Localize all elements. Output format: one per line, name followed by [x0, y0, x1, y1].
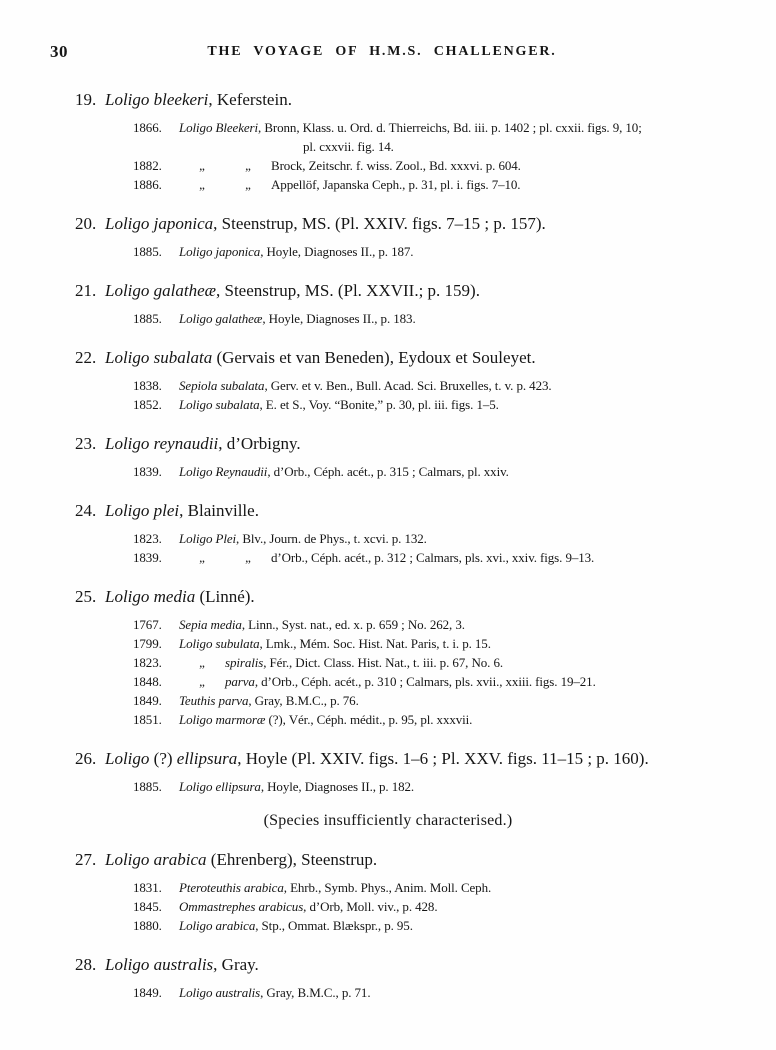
synonymy-list [0, 309, 776, 328]
entry-title [105, 348, 536, 367]
citation-body [179, 712, 472, 727]
citation-year: 1799. [133, 636, 162, 651]
entry-number: 28. [75, 955, 97, 974]
citation-body [303, 139, 394, 154]
species-list [0, 88, 776, 1002]
citation-year: 1839. [133, 464, 162, 479]
citation-year: 1849. [133, 985, 162, 1000]
text-segment: Brock, Zeitschr. f. wiss. Zool., Bd. xxxvi. p. 604. [271, 158, 521, 173]
text-segment: d’Orb., Céph. acét., p. 312 ; Calmars, pls. xvi., xxiv. figs. 9–13. [271, 550, 595, 565]
citation-row [0, 395, 776, 414]
page-number: 30 [50, 42, 68, 61]
species-name: Loligo [105, 749, 150, 768]
text-segment: , d’Orb, Moll. viv., p. 428. [303, 899, 438, 914]
text-segment: , Bronn, Klass. u. Ord. d. Thierreichs, Bd. iii. p. 1402 ; pl. cxxii. figs. 9, 10; [258, 120, 642, 135]
text-segment: (Linné). [195, 587, 255, 606]
synonymy-list [0, 376, 776, 414]
citation-body [179, 311, 416, 326]
text-segment: , Blainville. [179, 501, 259, 520]
entry-title [105, 501, 259, 520]
text-segment: , Fér., Dict. Class. Hist. Nat., t. iii. p. 67, No. 6. [263, 655, 504, 670]
citation-year: 1885. [133, 244, 162, 259]
entry-number: 27. [75, 850, 97, 869]
citation-row [0, 529, 776, 548]
citation-body [179, 880, 491, 895]
citation-row [0, 462, 776, 481]
ditto-mark: „ [199, 158, 205, 173]
text-segment: , d’Orbigny. [218, 434, 301, 453]
citation-year: 1849. [133, 693, 162, 708]
citation-year: 1885. [133, 311, 162, 326]
entry-heading [0, 848, 776, 871]
page-header [0, 0, 776, 64]
citation-body [179, 693, 359, 708]
text-segment: Appellöf, Japanska Ceph., p. 31, pl. i. figs. 7–10. [271, 177, 521, 192]
citation-row [0, 897, 776, 916]
species-name: spiralis [225, 655, 264, 670]
citation-row [0, 175, 776, 194]
species-entry-19 [0, 88, 776, 194]
text-segment: , Gerv. et v. Ben., Bull. Acad. Sci. Bruxelles, t. v. p. 423. [264, 378, 552, 393]
citation-year: 1848. [133, 674, 162, 689]
citation-body [179, 550, 594, 565]
citation-body [179, 985, 370, 1000]
citation-year: 1831. [133, 880, 162, 895]
species-name: Sepiola subalata [179, 378, 265, 393]
text-segment: pl. cxxvii. fig. 14. [303, 139, 394, 154]
text-segment: , d’Orb., Céph. acét., p. 310 ; Calmars, pls. xvii., xxiii. figs. 19–21. [254, 674, 596, 689]
species-name: Ommastrephes arabicus [179, 899, 304, 914]
species-name: Loligo subalata [105, 348, 213, 367]
text-segment: , Steenstrup, MS. (Pl. XXIV. figs. 7–15 ; p. 157). [213, 214, 546, 233]
species-entry-26 [0, 747, 776, 796]
species-name: Loligo bleekeri [105, 90, 209, 109]
entry-title [105, 281, 480, 300]
citation-row [0, 242, 776, 261]
entry-heading [0, 212, 776, 235]
text-segment: (?), Vér., Céph. médit., p. 95, pl. xxxvii. [265, 712, 473, 727]
citation-row [0, 710, 776, 729]
synonymy-list [0, 878, 776, 935]
citation-row [0, 983, 776, 1002]
synonymy-list [0, 615, 776, 729]
entry-number: 19. [75, 90, 97, 109]
species-entry-28 [0, 953, 776, 1002]
species-name: Loligo japonica [179, 244, 261, 259]
citation-year: 1839. [133, 550, 162, 565]
text-segment: , Keferstein. [208, 90, 292, 109]
species-name: Loligo australis [105, 955, 214, 974]
citation-body [179, 378, 552, 393]
entry-heading [0, 747, 776, 770]
species-entry-24 [0, 499, 776, 567]
entry-title [105, 587, 255, 606]
species-name: Loligo plei [105, 501, 180, 520]
species-name: Loligo japonica [105, 214, 214, 233]
citation-row [0, 634, 776, 653]
citation-row [0, 653, 776, 672]
text-segment: , Hoyle, Diagnoses II., p. 187. [260, 244, 414, 259]
species-entry-25 [0, 585, 776, 729]
text-segment: , Gray, B.M.C., p. 71. [260, 985, 371, 1000]
entry-heading [0, 953, 776, 976]
citation-year: 1886. [133, 177, 162, 192]
entry-number: 21. [75, 281, 97, 300]
section-note: (Species insufficiently characterised.) [263, 812, 513, 829]
species-name: Loligo ellipsura [179, 779, 261, 794]
citation-row [0, 548, 776, 567]
citation-body [179, 655, 503, 670]
citation-body [179, 899, 437, 914]
entry-heading [0, 432, 776, 455]
text-segment: , Gray, B.M.C., p. 76. [248, 693, 359, 708]
citation-year: 1851. [133, 712, 162, 727]
citation-year: 1866. [133, 120, 162, 135]
entry-number: 20. [75, 214, 97, 233]
synonymy-list [0, 242, 776, 261]
citation-year: 1823. [133, 655, 162, 670]
species-name: Loligo marmoræ [179, 712, 266, 727]
species-name: Loligo galatheæ [179, 311, 263, 326]
citation-body [179, 779, 414, 794]
ditto-mark: „ [245, 550, 251, 565]
synonymy-list [0, 529, 776, 567]
synonymy-list [0, 777, 776, 796]
ditto-mark: „ [245, 158, 251, 173]
text-segment: (Gervais et van Beneden), Eydoux et Souleyet. [212, 348, 536, 367]
ditto-mark: „ [199, 674, 205, 689]
citation-year: 1885. [133, 779, 162, 794]
citation-row [0, 118, 776, 137]
entry-number: 23. [75, 434, 97, 453]
citation-year: 1880. [133, 918, 162, 933]
citation-continuation [0, 137, 776, 156]
ditto-mark: „ [199, 655, 205, 670]
entry-heading [0, 499, 776, 522]
text-segment: , E. et S., Voy. “Bonite,” p. 30, pl. iii. figs. 1–5. [259, 397, 499, 412]
citation-year: 1767. [133, 617, 162, 632]
citation-row [0, 376, 776, 395]
text-segment: , Hoyle (Pl. XXIV. figs. 1–6 ; Pl. XXV. figs. 11–15 ; p. 160). [237, 749, 649, 768]
citation-row [0, 777, 776, 796]
species-name: Loligo australis [179, 985, 261, 1000]
species-name: parva [225, 674, 255, 689]
species-entry-21 [0, 279, 776, 328]
text-segment: , Blv., Journ. de Phys., t. xcvi. p. 132. [236, 531, 427, 546]
citation-row [0, 615, 776, 634]
species-name: Loligo media [105, 587, 196, 606]
running-title: THE VOYAGE OF H.M.S. CHALLENGER. [207, 44, 557, 59]
species-name: Loligo subulata [179, 636, 260, 651]
text-segment: , Lmk., Mém. Soc. Hist. Nat. Paris, t. i. p. 15. [259, 636, 491, 651]
entry-heading [0, 279, 776, 302]
text-segment: (Ehrenberg), Steenstrup. [206, 850, 378, 869]
entry-number: 26. [75, 749, 97, 768]
species-name: Pteroteuthis arabica [179, 880, 284, 895]
entry-number: 25. [75, 587, 97, 606]
ditto-mark: „ [199, 177, 205, 192]
citation-body [179, 464, 509, 479]
synonymy-list [0, 983, 776, 1002]
citation-row [0, 691, 776, 710]
text-segment: , Hoyle, Diagnoses II., p. 183. [262, 311, 416, 326]
species-name: Loligo subalata [179, 397, 260, 412]
citation-body [179, 158, 521, 173]
entry-title [105, 955, 259, 974]
synonymy-list [0, 118, 776, 194]
citation-body [179, 674, 596, 689]
citation-body [179, 177, 520, 192]
citation-body [179, 120, 642, 135]
entry-title [105, 434, 301, 453]
citation-row [0, 309, 776, 328]
species-entry-22 [0, 346, 776, 414]
citation-body [179, 636, 491, 651]
species-name: Loligo galatheæ [105, 281, 216, 300]
entry-heading [0, 88, 776, 111]
species-name: Sepia media [179, 617, 242, 632]
text-segment: , d’Orb., Céph. acét., p. 315 ; Calmars, pl. xxiv. [267, 464, 509, 479]
species-name: Loligo Reynaudii [179, 464, 268, 479]
text-segment: , Gray. [213, 955, 259, 974]
species-entry-20 [0, 212, 776, 261]
entry-number: 24. [75, 501, 97, 520]
species-name: ellipsura [176, 749, 238, 768]
citation-body [179, 397, 499, 412]
citation-row [0, 156, 776, 175]
citation-year: 1838. [133, 378, 162, 393]
synonymy-list [0, 462, 776, 481]
citation-year: 1823. [133, 531, 162, 546]
species-name: Loligo Bleekeri [179, 120, 259, 135]
species-name: Teuthis parva [179, 693, 249, 708]
ditto-mark: „ [199, 550, 205, 565]
citation-row [0, 916, 776, 935]
citation-body [179, 531, 427, 546]
entry-title [105, 90, 292, 109]
species-entry-23 [0, 432, 776, 481]
entry-number: 22. [75, 348, 97, 367]
species-entry-27 [0, 848, 776, 935]
text-segment: (?) [149, 749, 177, 768]
citation-year: 1882. [133, 158, 162, 173]
text-segment: , Stp., Ommat. Blækspr., p. 95. [255, 918, 413, 933]
species-name: Loligo reynaudii [105, 434, 219, 453]
species-name: Loligo Plei [179, 531, 237, 546]
text-segment: , Ehrb., Symb. Phys., Anim. Moll. Ceph. [283, 880, 492, 895]
entry-title [105, 850, 377, 869]
ditto-mark: „ [245, 177, 251, 192]
entry-heading [0, 585, 776, 608]
citation-row [0, 672, 776, 691]
species-name: Loligo arabica [179, 918, 256, 933]
text-segment: , Steenstrup, MS. (Pl. XXVII.; p. 159). [215, 281, 480, 300]
citation-row [0, 878, 776, 897]
entry-heading [0, 346, 776, 369]
citation-body [179, 617, 465, 632]
citation-year: 1845. [133, 899, 162, 914]
citation-body [179, 918, 413, 933]
text-segment: , Linn., Syst. nat., ed. x. p. 659 ; No. 262, 3. [241, 617, 465, 632]
species-name: Loligo arabica [105, 850, 207, 869]
entry-title [105, 214, 546, 233]
citation-body [179, 244, 413, 259]
entry-title [105, 749, 649, 768]
text-segment: , Hoyle, Diagnoses II., p. 182. [260, 779, 415, 794]
citation-year: 1852. [133, 397, 162, 412]
